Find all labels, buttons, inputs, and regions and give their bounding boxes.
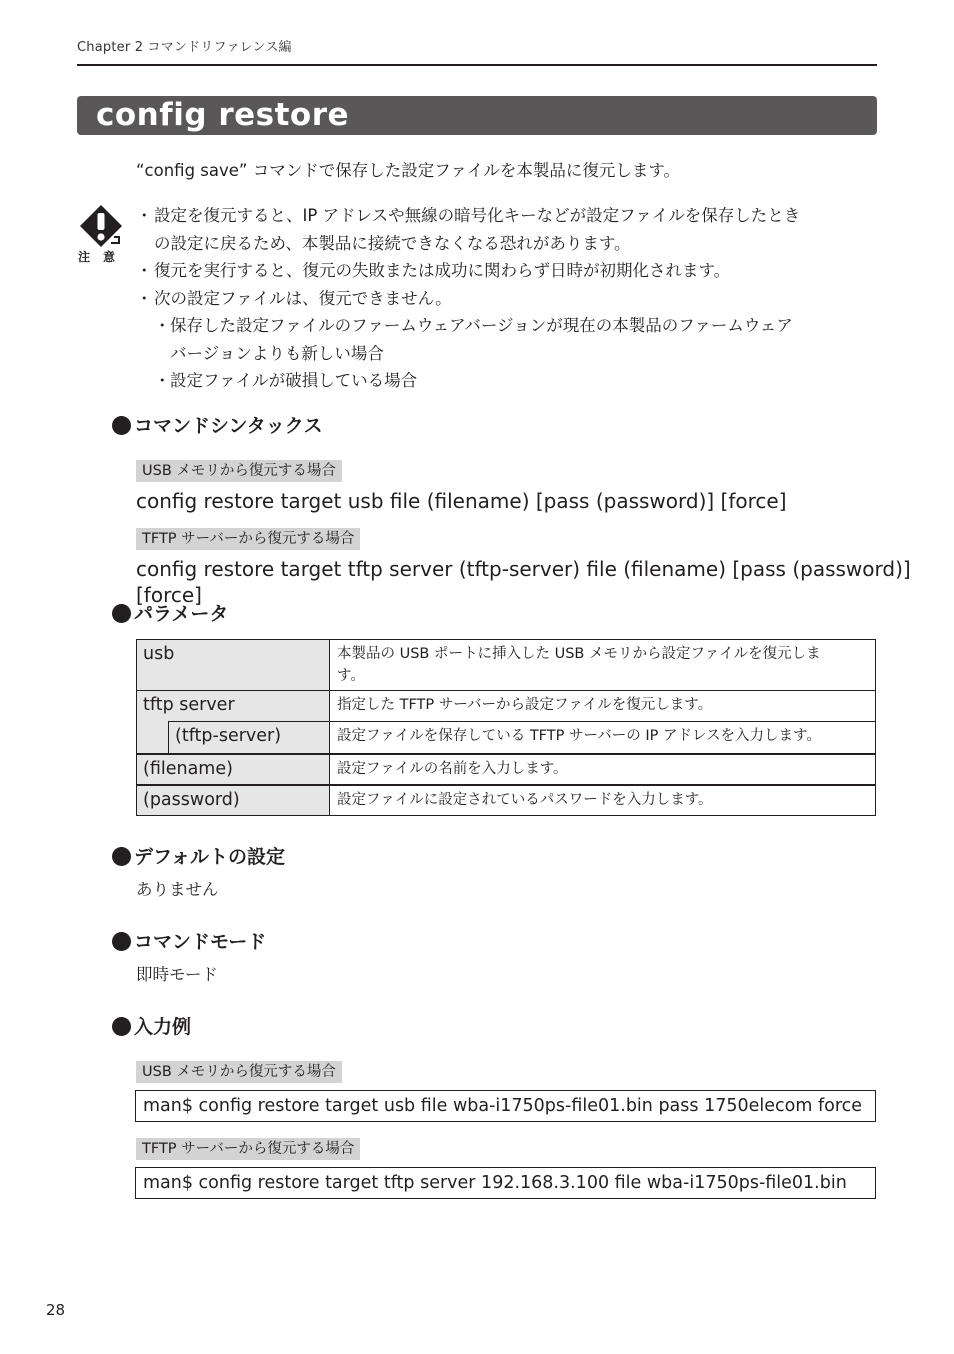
caution-label: 注意 (78, 250, 129, 264)
section-heading-default (112, 844, 285, 870)
param-name: (tftp-server) (169, 722, 330, 754)
bullet: ・ (136, 206, 153, 225)
bullet-dot-icon (112, 416, 131, 435)
bullet-dot-icon (112, 1017, 131, 1036)
syntax-usb-command: config restore target usb file (filename) [pass (password)] [force] (136, 489, 787, 513)
parameter-table (136, 639, 876, 816)
note-text: 次の設定ファイルは、復元できません。 (154, 288, 452, 308)
table-row (137, 754, 876, 785)
section-heading-text: パラメータ (134, 603, 229, 625)
header-rule (77, 64, 877, 66)
note-text: バージョンよりも新しい場合 (170, 343, 384, 363)
param-name: usb (137, 640, 330, 691)
param-desc: 指定した TFTP サーバーから設定ファイルを復元します。 (330, 691, 876, 722)
bullet: ・ (154, 316, 171, 335)
param-desc: 設定ファイルの名前を入力します。 (330, 754, 876, 785)
note-line (136, 312, 881, 340)
subhead-tftp: TFTP サーバーから復元する場合 (136, 528, 360, 550)
bullet-dot-icon (112, 847, 131, 866)
title-bar (77, 96, 877, 135)
note-text: の設定に戻るため、本製品に接続できなくなる恐れがあります。 (154, 233, 631, 253)
note-text: 復元を実行すると、復元の失敗または成功に関わらず日時が初期化されます。 (154, 261, 731, 280)
note-text: 設定を復元すると、IP アドレスや無線の暗号化キーなどが設定ファイルを保存したとき (154, 206, 801, 225)
note-line (136, 257, 881, 285)
table-row (137, 640, 876, 691)
note-line (136, 285, 881, 313)
caution-notes (136, 202, 881, 395)
param-desc: 設定ファイルに設定されているパスワードを入力します。 (330, 785, 876, 816)
code-example-usb: man$ config restore target usb file wba-i1750ps-file01.bin pass 1750elecom force (135, 1090, 876, 1122)
section-heading-text: 入力例 (134, 1016, 192, 1038)
bullet (154, 340, 170, 368)
note-line (136, 202, 881, 230)
subhead-usb-example: USB メモリから復元する場合 (136, 1061, 342, 1083)
default-text: ありません (136, 880, 219, 899)
param-indent (137, 722, 169, 754)
bullet: ・ (154, 371, 171, 390)
bullet: ・ (136, 288, 153, 308)
param-desc-line: 本製品の USB ポートに挿入した USB メモリから設定ファイルを復元しま (337, 646, 821, 662)
table-row (137, 785, 876, 816)
param-name: (password) (137, 785, 330, 816)
section-heading-params (112, 601, 228, 627)
section-heading-mode (112, 929, 266, 955)
section-heading-example (112, 1014, 191, 1040)
chapter-header: Chapter 2 コマンドリファレンス編 (77, 40, 292, 55)
note-text: 保存した設定ファイルのファームウェアバージョンが現在の本製品のファームウェア (170, 316, 793, 335)
section-heading-text: コマンドシンタックス (134, 415, 323, 437)
subhead-usb: USB メモリから復元する場合 (136, 460, 342, 482)
section-heading-syntax (112, 413, 323, 439)
bullet-dot-icon (112, 604, 131, 623)
mode-text: 即時モード (136, 965, 218, 984)
page-title: config restore (96, 97, 350, 133)
subhead-tftp-example: TFTP サーバーから復元する場合 (136, 1138, 360, 1160)
param-name: tftp server (137, 691, 330, 722)
table-row (137, 691, 876, 722)
syntax-tftp-command: config restore target tftp server (tftp-server) file (filename) [pass (password)] [force] (136, 557, 911, 607)
page-number: 28 (46, 1301, 66, 1319)
param-desc-line: す。 (337, 668, 365, 684)
section-heading-text: コマンドモード (134, 931, 267, 953)
code-example-tftp: man$ config restore target tftp server 192.168.3.100 file wba-i1750ps-file01.bin (135, 1167, 876, 1199)
param-desc: 設定ファイルを保存している TFTP サーバーの IP アドレスを入力します。 (330, 722, 876, 754)
intro-text: “config save” コマンドで保存した設定ファイルを本製品に復元します。 (136, 161, 681, 180)
bullet: ・ (136, 261, 153, 280)
table-row (137, 722, 876, 754)
note-line (136, 340, 881, 368)
note-text: 設定ファイルが破損している場合 (170, 371, 418, 390)
param-desc (330, 640, 876, 691)
param-name: (filename) (137, 754, 330, 785)
bullet (136, 230, 154, 258)
note-line (136, 230, 881, 258)
bullet-dot-icon (112, 932, 131, 951)
note-line (136, 367, 881, 395)
section-heading-text: デフォルトの設定 (134, 846, 286, 868)
